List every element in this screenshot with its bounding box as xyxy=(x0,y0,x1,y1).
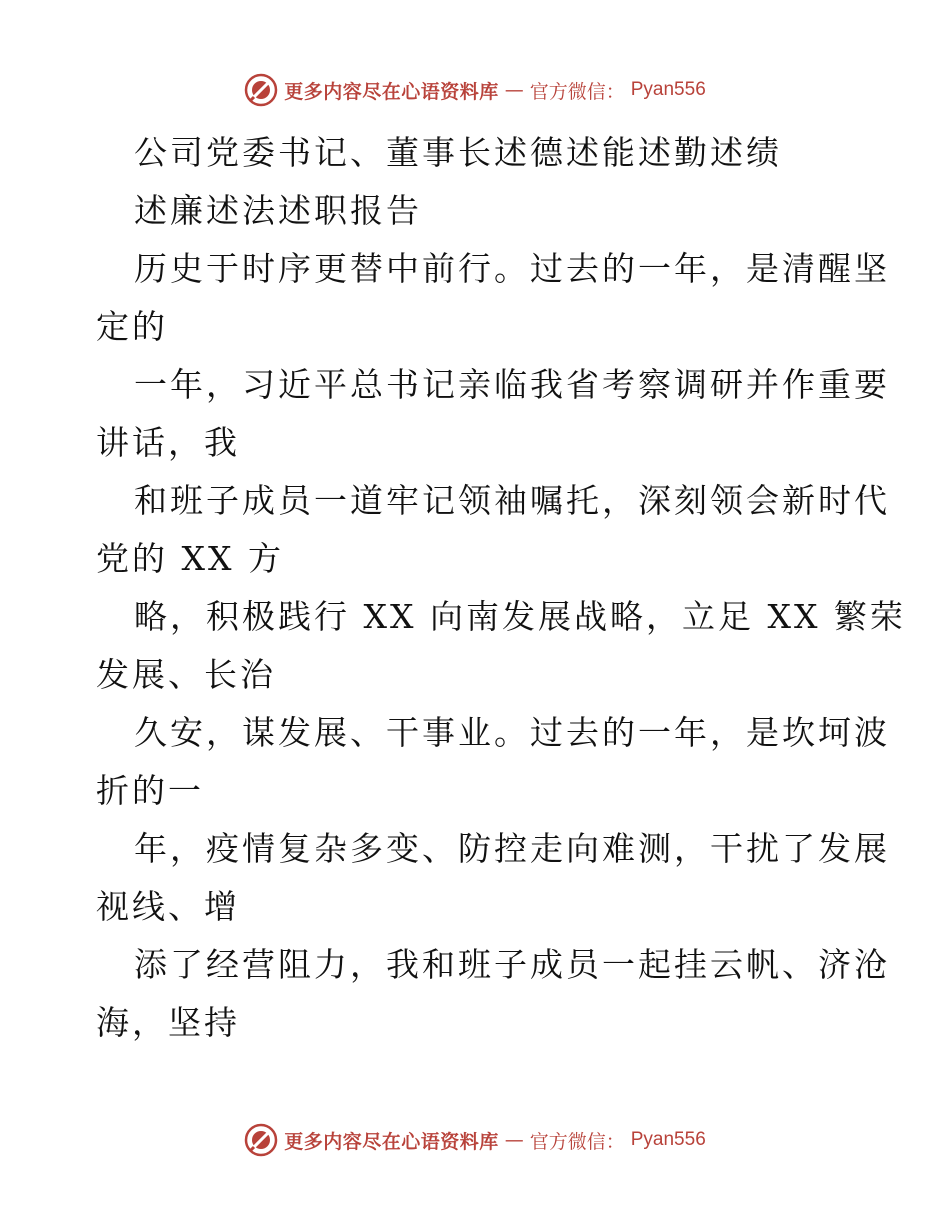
body-line: 折的一 xyxy=(96,771,204,810)
footer-separator: — xyxy=(504,1129,524,1151)
body-line: 视线、增 xyxy=(96,887,240,926)
body-paragraph xyxy=(96,240,906,1052)
document-title-line-2: 述廉述法述职报告 xyxy=(134,191,422,230)
footer-banner xyxy=(0,1120,950,1160)
header-separator: — xyxy=(504,79,524,101)
footer-wechat-id: Pyan556 xyxy=(630,1129,706,1150)
footer-wechat-label: 官方微信： xyxy=(529,1130,625,1153)
header-site-text: 更多内容尽在心语资料库 xyxy=(284,80,499,103)
body-line: 发展、长治 xyxy=(96,655,276,694)
body-line: 定的 xyxy=(96,307,168,346)
footer-site-text: 更多内容尽在心语资料库 xyxy=(284,1130,499,1153)
body-line: 年，疫情复杂多变、防控走向难测，干扰了发展 xyxy=(134,829,890,868)
body-line: 添了经营阻力，我和班子成员一起挂云帆、济沧 xyxy=(134,945,890,984)
body-line: 和班子成员一道牢记领袖嘱托，深刻领会新时代 xyxy=(134,481,890,520)
header-banner xyxy=(0,70,950,110)
document-title-line-1: 公司党委书记、董事长述德述能述勤述绩 xyxy=(134,133,782,172)
pen-logo-icon xyxy=(244,1123,278,1157)
body-line: 久安，谋发展、干事业。过去的一年，是坎坷波 xyxy=(134,713,890,752)
body-line: 讲话，我 xyxy=(96,423,240,462)
document-body xyxy=(96,124,906,1052)
pen-logo-icon xyxy=(244,73,278,107)
body-line: 海，坚持 xyxy=(96,1003,240,1042)
header-wechat-id: Pyan556 xyxy=(630,79,706,100)
body-line: 一年，习近平总书记亲临我省考察调研并作重要 xyxy=(134,365,890,404)
header-wechat-label: 官方微信： xyxy=(529,80,625,103)
body-line: 历史于时序更替中前行。过去的一年，是清醒坚 xyxy=(134,249,890,288)
body-line: 党的 XX 方 xyxy=(96,539,284,578)
body-line: 略，积极践行 XX 向南发展战略，立足 XX 繁荣 xyxy=(134,597,906,636)
